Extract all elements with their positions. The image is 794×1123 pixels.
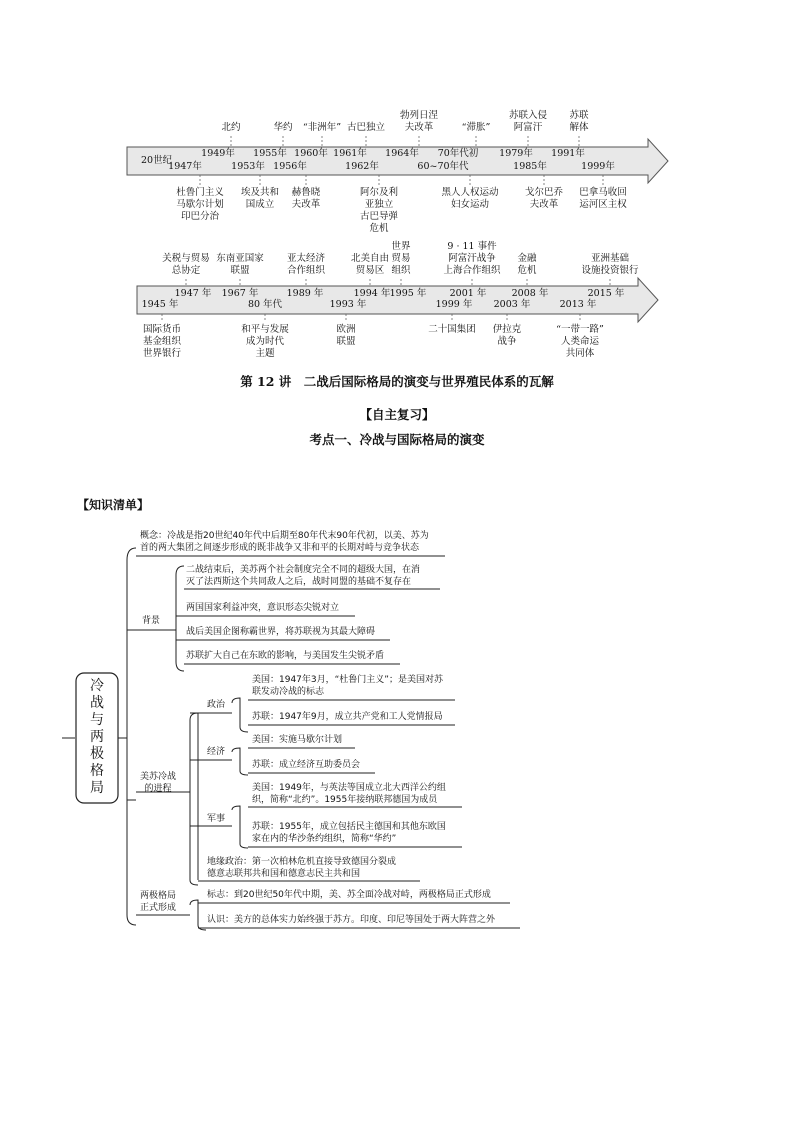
timeline-event: 金融 危机 (517, 253, 537, 276)
timeline-year: 2008 年 (511, 288, 549, 299)
background-item-1: 二战结束后，美苏两个社会制度完全不同的超级大国，在消 灭了法西斯这个共同敌人之后，战时同盟的基础不复存在 (186, 565, 421, 587)
lecture-title: 第 12 讲 二战后国际格局的演变与世界殖民体系的瓦解 (240, 374, 554, 389)
economy-us: 美国：实施马歇尔计划 (252, 735, 343, 745)
timeline-year: 1945 年 (141, 299, 179, 310)
timeline-event: 华约 (273, 122, 293, 133)
timeline-year: 1994 年 (353, 288, 391, 299)
formation-sign: 标志：到20世纪50年代中期，美、苏全面冷战对峙，两极格局正式形成 (207, 890, 491, 900)
timeline-event: 赫鲁晓 夫改革 (291, 187, 321, 210)
timeline-year: 1960年 (294, 148, 328, 159)
timeline-event: 亚太经济 合作组织 (286, 253, 325, 276)
timeline-year: 1947年 (168, 161, 202, 172)
timeline-event: 9 · 11 事件 阿富汗战争 上海合作组织 (443, 241, 501, 276)
timeline-event: 东南亚国家 联盟 (216, 253, 264, 276)
timeline-event: 欧洲 联盟 (336, 324, 356, 347)
timeline-event: 古巴独立 (346, 122, 385, 133)
timeline-event: 关税与贸易 总协定 (162, 253, 210, 276)
geopolitics-text: 地缘政治：第一次柏林危机直接导致德国分裂成 德意志联邦共和国和德意志民主共和国 (207, 857, 397, 879)
timeline-year: 1956年 (273, 161, 307, 172)
concept-text: 概念：冷战是指20世纪40年代中后期至80年代末90年代初，以美、苏为 首的两大集团之间逐步形成的既非战争又非和平的长期对峙与竞争状态 (140, 531, 429, 553)
timeline-year: 2015 年 (587, 288, 625, 299)
timeline-year: 1953年 (231, 161, 265, 172)
timeline-event: 巴拿马收回 运河区主权 (579, 187, 627, 210)
economy-label: 经济 (207, 747, 226, 757)
timeline-event: “非洲年” (302, 122, 342, 133)
timeline-event: 勃列日涅 夫改革 (399, 110, 438, 133)
timeline-event: 伊拉克 战争 (492, 324, 522, 347)
formation-view: 认识：美方的总体实力始终强于苏方。印度、印尼等国处于两大阵营之外 (207, 915, 496, 925)
timeline-event: 苏联入侵 阿富汗 (508, 110, 547, 133)
politics-label: 政治 (207, 700, 226, 710)
timeline-year: 1949年 (201, 148, 235, 159)
timeline-event: “一带一路” 人类命运 共同体 (556, 324, 604, 359)
timeline-event: “滞胀” (461, 122, 491, 133)
subsection-title: 考点一、冷战与国际格局的演变 (309, 432, 485, 447)
timeline-event: 戈尔巴乔 夫改革 (524, 187, 563, 210)
timeline-event: 埃及共和 国成立 (240, 187, 279, 210)
background-item-2: 两国国家利益冲突，意识形态尖锐对立 (186, 603, 340, 613)
timeline-event: 国际货币 基金组织 世界银行 (142, 324, 181, 359)
timeline-event: 世界 贸易 组织 (391, 241, 411, 276)
timeline-year: 1962年 (345, 161, 379, 172)
background-label: 背景 (142, 616, 161, 626)
military-su: 苏联：1955年，成立包括民主德国和其他东欧国 家在内的华沙条约组织，简称“华约” (252, 822, 446, 844)
timeline-year: 80 年代 (247, 299, 283, 310)
timeline-year: 2013 年 (559, 299, 597, 310)
timeline-year: 2001 年 (449, 288, 487, 299)
timeline-event: 阿尔及利 亚独立 古巴导弹 危机 (359, 187, 398, 234)
timeline-year: 2003 年 (493, 299, 531, 310)
timeline-year: 1999 年 (435, 299, 473, 310)
timeline-event: 北约 (221, 122, 241, 133)
timeline-event: 和平与发展 成为时代 主题 (241, 324, 289, 359)
timeline-year: 1947 年 (174, 288, 212, 299)
mindmap-root: 冷 战 与 两 极 格 局 (90, 678, 104, 796)
timeline-event: 亚洲基础 设施投资银行 (581, 253, 639, 276)
timeline-year: 1967 年 (221, 288, 259, 299)
formation-label: 两极格局 正式形成 (140, 891, 177, 913)
background-item-4: 苏联扩大自己在东欧的影响，与美国发生尖锐矛盾 (186, 651, 385, 661)
timeline-year: 1985年 (513, 161, 547, 172)
timeline-event: 黑人人权运动 妇女运动 (441, 187, 499, 210)
timeline-year: 1995 年 (389, 288, 427, 299)
timeline-event: 苏联 解体 (569, 110, 589, 133)
military-us: 美国：1949年，与英法等国成立北大西洋公约组 织，简称“北约”。1955年接纳联邦德国为成员 (252, 783, 446, 805)
section-title: 【自主复习】 (359, 407, 435, 422)
timeline-year: 60~70年代 (417, 161, 469, 172)
timeline-year: 70年代初 (437, 148, 479, 159)
timeline-event: 二十国集团 (428, 324, 476, 335)
timeline-year: 1955年 (253, 148, 287, 159)
process-label: 美苏冷战 的进程 (140, 772, 177, 794)
timeline-event: 杜鲁门主义 马歇尔计划 印巴分治 (176, 187, 224, 222)
timeline-year: 1999年 (581, 161, 615, 172)
timeline-year: 1991年 (551, 148, 585, 159)
timeline-1-start-label: 20世纪 (141, 155, 173, 166)
timeline-year: 1993 年 (329, 299, 367, 310)
timeline-event: 北美自由 贸易区 (350, 253, 389, 276)
military-label: 军事 (207, 814, 226, 824)
economy-su: 苏联：成立经济互助委员会 (252, 760, 361, 770)
background-item-3: 战后美国企图称霸世界，将苏联视为其最大障碍 (186, 627, 376, 637)
timeline-year: 1989 年 (286, 288, 324, 299)
politics-su: 苏联：1947年9月，成立共产党和工人党情报局 (252, 712, 443, 722)
timeline-year: 1979年 (499, 148, 533, 159)
timeline-year: 1961年 (333, 148, 367, 159)
timeline-year: 1964年 (385, 148, 419, 159)
politics-us: 美国：1947年3月，“杜鲁门主义”；是美国对苏 联发动冷战的标志 (252, 675, 443, 697)
knowledge-list-label: 【知识清单】 (77, 498, 150, 512)
